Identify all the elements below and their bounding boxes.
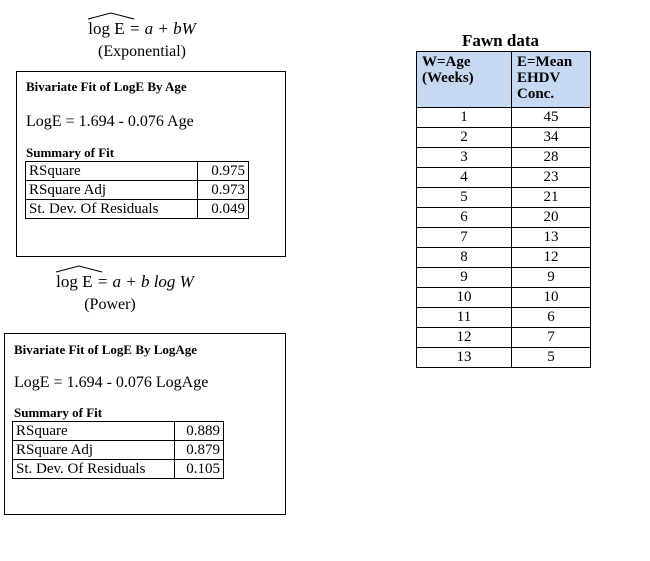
concentration-cell: 6	[512, 308, 591, 328]
table-row	[417, 208, 591, 228]
hat-accent	[56, 271, 92, 293]
table-row	[417, 228, 591, 248]
table-row	[13, 441, 224, 460]
power-fit-panel	[4, 333, 286, 515]
exponential-summary-title: Summary of Fit	[26, 145, 115, 160]
exponential-fit-title: Bivariate Fit of LogE By Age	[26, 79, 187, 94]
power-fit-equation: LogE = 1.694 - 0.076 LogAge	[14, 374, 209, 391]
stat-value: 0.879	[175, 441, 224, 460]
age-cell: 5	[417, 188, 512, 208]
stat-value: 0.049	[197, 200, 248, 219]
exponential-formula-rhs: = a + bW	[128, 19, 196, 38]
age-cell: 7	[417, 228, 512, 248]
age-cell: 10	[417, 288, 512, 308]
concentration-cell: 28	[512, 148, 591, 168]
stat-value: 0.105	[175, 460, 224, 479]
table-row	[417, 268, 591, 288]
age-cell: 6	[417, 208, 512, 228]
exponential-fit-equation: LogE = 1.694 - 0.076 Age	[26, 113, 194, 130]
table-row	[417, 188, 591, 208]
table-row	[417, 328, 591, 348]
table-row	[417, 348, 591, 368]
power-label: (Power)	[84, 296, 136, 313]
age-cell: 12	[417, 328, 512, 348]
power-formula-rhs: = a + b log W	[96, 272, 194, 291]
concentration-cell: 13	[512, 228, 591, 248]
stat-value: 0.975	[197, 162, 248, 181]
table-header-row	[417, 52, 591, 108]
stat-value: 0.973	[197, 181, 248, 200]
stat-label: RSquare Adj	[26, 181, 198, 200]
power-formula-lhs: log E	[56, 272, 93, 291]
concentration-cell: 45	[512, 108, 591, 128]
table-row	[13, 460, 224, 479]
age-cell: 11	[417, 308, 512, 328]
exponential-fit-panel	[16, 71, 286, 257]
concentration-cell: 5	[512, 348, 591, 368]
exponential-stats-table	[25, 161, 249, 219]
stat-label: St. Dev. Of Residuals	[26, 200, 198, 219]
stat-label: RSquare Adj	[13, 441, 175, 460]
fawn-data-title: Fawn data	[462, 31, 539, 50]
hat-accent	[88, 18, 124, 40]
table-row	[26, 200, 249, 219]
concentration-cell: 10	[512, 288, 591, 308]
table-row	[417, 308, 591, 328]
header-line: EHDV	[517, 70, 561, 86]
header-line: W=Age	[422, 54, 471, 70]
concentration-cell: 34	[512, 128, 591, 148]
table-row	[26, 181, 249, 200]
age-cell: 9	[417, 268, 512, 288]
age-cell: 8	[417, 248, 512, 268]
concentration-cell: 23	[512, 168, 591, 188]
power-fit-title: Bivariate Fit of LogE By LogAge	[14, 342, 198, 357]
age-cell: 2	[417, 128, 512, 148]
table-row	[13, 422, 224, 441]
concentration-cell: 21	[512, 188, 591, 208]
power-formula	[45, 271, 205, 293]
age-cell: 3	[417, 148, 512, 168]
concentration-cell: 9	[512, 268, 591, 288]
table-row	[417, 288, 591, 308]
stat-label: RSquare	[26, 162, 198, 181]
stat-label: St. Dev. Of Residuals	[13, 460, 175, 479]
stat-value: 0.889	[175, 422, 224, 441]
concentration-cell: 7	[512, 328, 591, 348]
table-row	[417, 168, 591, 188]
fawn-data-body	[417, 108, 591, 368]
header-line: E=Mean	[517, 54, 573, 70]
table-row	[417, 248, 591, 268]
age-cell: 13	[417, 348, 512, 368]
stat-label: RSquare	[13, 422, 175, 441]
concentration-cell: 20	[512, 208, 591, 228]
column-header-concentration	[512, 52, 591, 108]
header-line: (Weeks)	[422, 70, 474, 86]
exponential-formula-lhs: log E	[88, 19, 125, 38]
age-cell: 1	[417, 108, 512, 128]
power-summary-title: Summary of Fit	[14, 405, 103, 420]
column-header-age	[417, 52, 512, 108]
table-row	[417, 148, 591, 168]
exponential-formula	[72, 18, 212, 40]
table-row	[26, 162, 249, 181]
age-cell: 4	[417, 168, 512, 188]
table-row	[417, 128, 591, 148]
fawn-data-table	[416, 51, 591, 368]
table-row	[417, 108, 591, 128]
power-stats-table	[12, 421, 224, 479]
exponential-label: (Exponential)	[98, 43, 186, 60]
header-line: Conc.	[517, 86, 555, 102]
concentration-cell: 12	[512, 248, 591, 268]
